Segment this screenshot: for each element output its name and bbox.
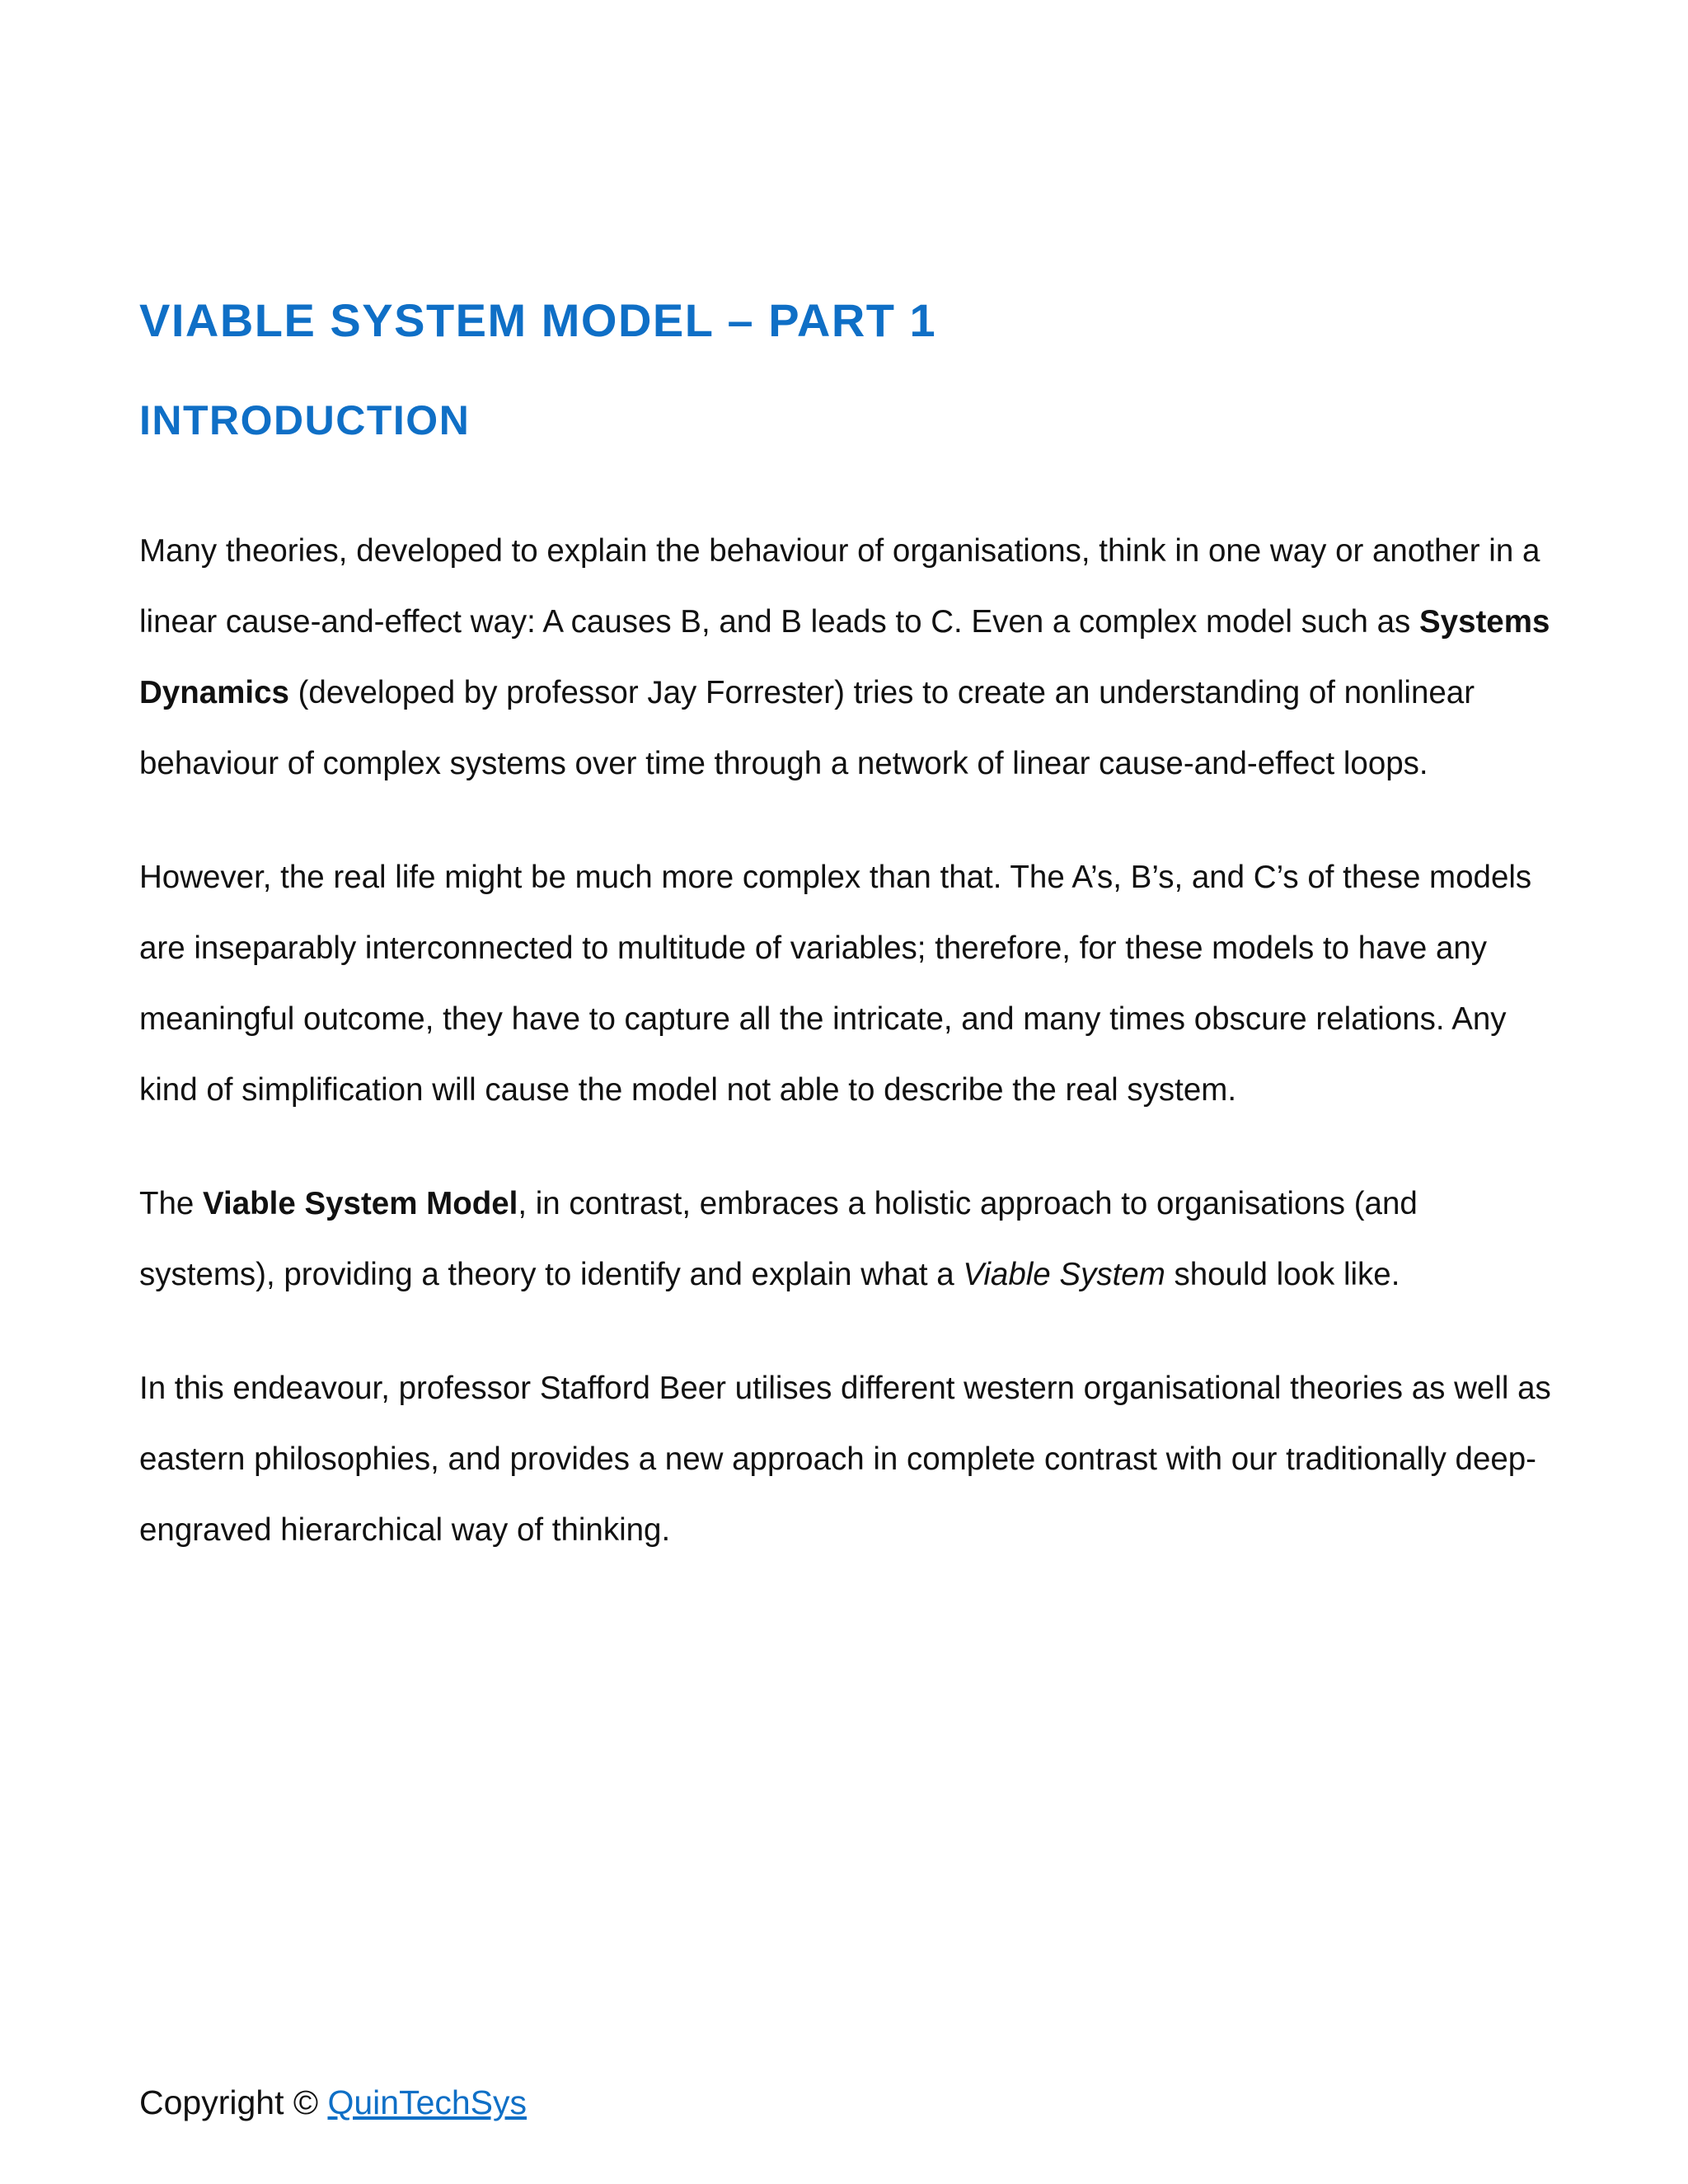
copyright-footer (139, 2078, 527, 2127)
document-title: VIABLE SYSTEM MODEL – PART 1 (139, 294, 937, 346)
document-content (139, 293, 1557, 1566)
paragraph-3-text-c: should look like. (1165, 1257, 1400, 1293)
paragraph-1 (139, 516, 1557, 799)
quintechsys-link[interactable]: QuinTechSys (327, 2083, 528, 2121)
viable-system-model-term: Viable System Model (203, 1186, 518, 1222)
paragraph-2: However, the real life might be much more complex than that. The A’s, B’s, and C’s of these models are inseparably interconnected to multitude of variables; therefore, for these models to have any meaningful outcome, they have to capture all the intricate, and many times obscure relations. Any kind of simplification will cause the model not able to describe the real system. (139, 860, 1532, 1108)
systems-dynamics-term: Systems Dynamics (139, 604, 1550, 711)
paragraph-3-text-b: , in contrast, embraces a holistic approach to organisations (and systems), providing a theory to identify and explain what a (139, 1186, 1418, 1293)
paragraph-1-text-a: Many theories, developed to explain the behaviour of organisations, think in one way or another in a linear cause-and-effect way: A causes B, and B leads to C. Even a complex model such as (139, 533, 1540, 640)
copyright-label: Copyright © (139, 2083, 328, 2121)
paragraph-3 (139, 1169, 1557, 1310)
viable-system-term: Viable System (963, 1257, 1165, 1293)
paragraph-4: In this endeavour, professor Stafford Beer utilises different western organisational theories as well as eastern philosophies, and provides a new approach in complete contrast with our traditionally deep-engraved hierarchical way of thinking. (139, 1371, 1551, 1549)
paragraph-3-text-a: The (139, 1186, 204, 1222)
section-heading-introduction: INTRODUCTION (139, 397, 471, 444)
paragraph-1-text-b: (developed by professor Jay Forrester) tries to create an understanding of nonlinear behaviour of complex systems over time through a network of linear cause-and-effect loops. (139, 675, 1475, 782)
